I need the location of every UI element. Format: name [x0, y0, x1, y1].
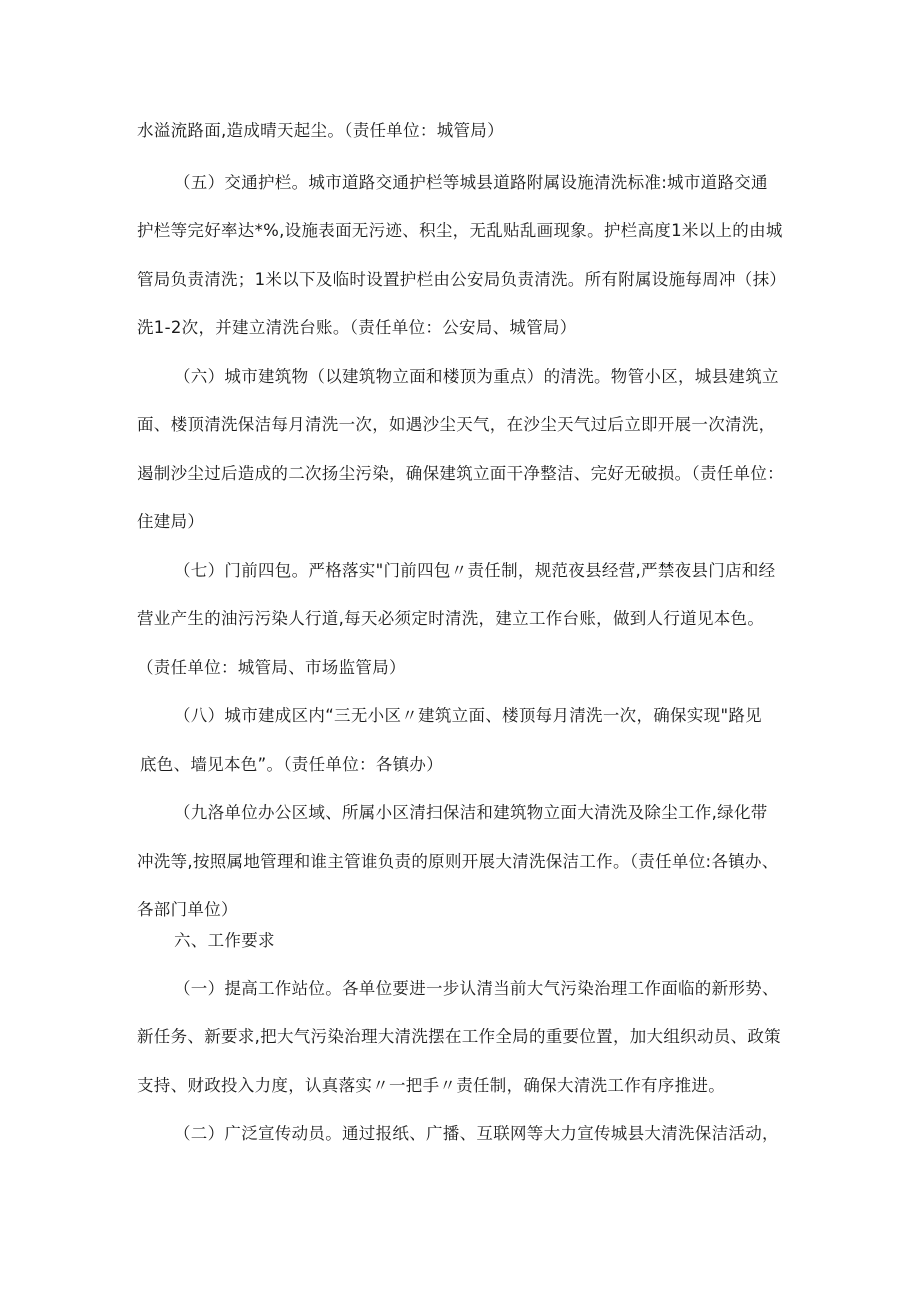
text-line-10: （七）门前四包。严格落实"门前四包〃责任制，规范夜县经营,严禁夜县门店和经 — [174, 561, 776, 580]
text-line-22: （二）广泛宣传动员。通过报纸、广播、互联网等大力宣传城县大清洗保洁活动， — [174, 1124, 779, 1143]
text-line-16: 冲洗等,按照属地管理和谁主管谁负责的原则开展大清洗保洁工作。（责任单位:各镇办、 — [137, 852, 779, 871]
section-heading: 六、工作要求 — [174, 931, 275, 950]
text-line-12: （责任单位：城管局、市场监管局） — [137, 658, 406, 677]
text-line-4: 管局负责清洗；1米以下及临时设置护栏由公安局负责清洗。所有附属设施每周冲（抹） — [137, 270, 787, 289]
text-line-20: 新任务、新要求,把大气污染治理大清洗摆在工作全局的重要位置，加大组织动员、政策 — [137, 1027, 781, 1046]
text-line-7: 面、楼顶清洗保洁每月清洗一次，如遇沙尘天气，在沙尘天气过后立即开展一次清洗， — [137, 415, 776, 434]
text-line-11: 营业产生的油污污染人行道,每天必须定时清洗，建立工作台账，做到人行道见本色。 — [137, 609, 765, 628]
text-line-19: （一）提高工作站位。各单位要进一步认清当前大气污染治理工作面临的新形势、 — [174, 979, 779, 998]
text-line-5: 洗1-2次，并建立清洗台账。（责任单位：公安局、城管局） — [137, 318, 577, 337]
text-line-17: 各部门单位） — [137, 900, 238, 919]
text-line-21: 支持、财政投入力度，认真落实〃一把手〃责任制，确保大清洗工作有序推进。 — [137, 1076, 725, 1095]
text-line-1: 水溢流路面,造成晴天起尘。（责任单位：城管局） — [137, 121, 504, 140]
text-line-15: （九洛单位办公区域、所属小区清扫保洁和建筑物立面大清洗及除尘工作,绿化带 — [174, 803, 768, 822]
text-line-13: （八）城市建成区内“三无小区〃建筑立面、楼顶每月清洗一次，确保实现"路见 — [174, 706, 762, 725]
text-line-9: 住建局） — [137, 512, 205, 531]
text-line-2: （五）交通护栏。城市道路交通护栏等城县道路附属设施清洗标准:城市道路交通 — [174, 173, 768, 192]
text-line-3: 护栏等完好率达*%,设施表面无污迹、积尘，无乱贴乱画现象。护栏高度1米以上的由城 — [137, 221, 783, 240]
text-line-14: 底色、墙见本色”。（责任单位：各镇办） — [140, 755, 443, 774]
text-line-8: 遏制沙尘过后造成的二次扬尘污染，确保建筑立面干净整洁、完好无破损。（责任单位： — [137, 464, 784, 483]
text-line-6: （六）城市建筑物（以建筑物立面和楼顶为重点）的清洗。物管小区，城县建筑立 — [174, 367, 779, 386]
